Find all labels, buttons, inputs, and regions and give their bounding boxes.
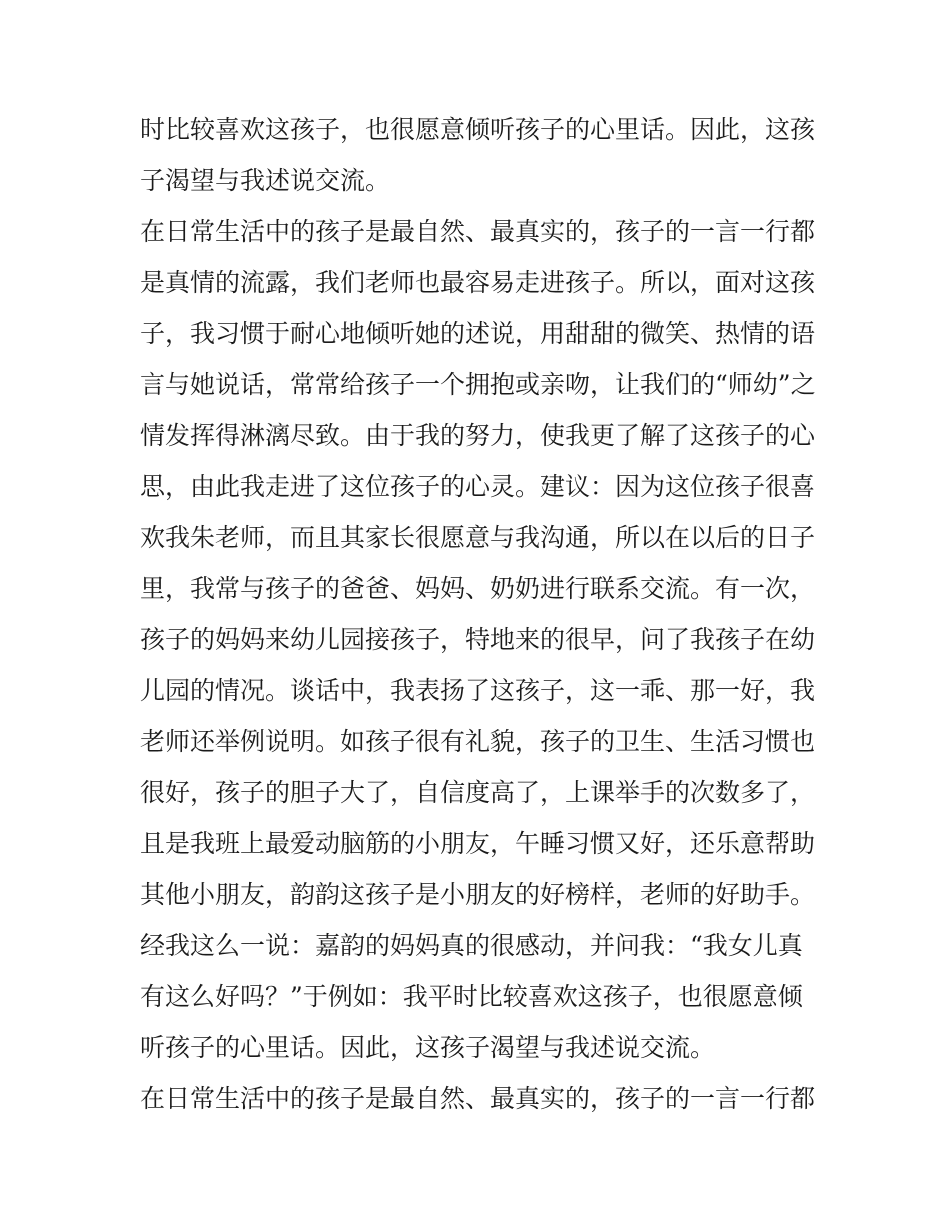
text-line: 经我这么一说：嘉韵的妈妈真的很感动，并问我：“我女儿真 <box>140 931 803 960</box>
text-line: 儿园的情况。谈话中，我表扬了这孩子，这一乖、那一好，我 <box>140 676 816 705</box>
body-text <box>140 104 820 1124</box>
text-line: 其他小朋友，韵韵这孩子是小朋友的好榜样，老师的好助手。 <box>140 880 816 909</box>
text-line: 在日常生活中的孩子是最自然、最真实的，孩子的一言一行都 <box>140 1084 816 1113</box>
text-line: 子渴望与我述说交流。 <box>140 166 391 195</box>
text-line: 听孩子的心里话。因此，这孩子渴望与我述说交流。 <box>140 1033 716 1062</box>
text-line: 在日常生活中的孩子是最自然、最真实的，孩子的一言一行都 <box>140 217 816 246</box>
text-line: 是真情的流露，我们老师也最容易走进孩子。所以，面对这孩 <box>140 268 816 297</box>
text-line: 孩子的妈妈来幼儿园接孩子，特地来的很早，问了我孩子在幼 <box>140 625 816 654</box>
text-line: 情发挥得淋漓尽致。由于我的努力，使我更了解了这孩子的心 <box>140 421 816 450</box>
text-line: 老师还举例说明。如孩子很有礼貌，孩子的卫生、生活习惯也 <box>140 727 816 756</box>
text-line: 有这么好吗？”于例如：我平时比较喜欢这孩子，也很愿意倾 <box>140 982 803 1011</box>
text-line: 欢我朱老师，而且其家长很愿意与我沟通，所以在以后的日子 <box>140 523 816 552</box>
text-line: 言与她说话，常常给孩子一个拥抱或亲吻，让我们的“师幼”之 <box>140 370 816 399</box>
text-line: 且是我班上最爱动脑筋的小朋友，午睡习惯又好，还乐意帮助 <box>140 829 816 858</box>
text-line: 子，我习惯于耐心地倾听她的述说，用甜甜的微笑、热情的语 <box>140 319 816 348</box>
text-line: 很好，孩子的胆子大了，自信度高了，上课举手的次数多了， <box>140 778 816 807</box>
text-line: 时比较喜欢这孩子，也很愿意倾听孩子的心里话。因此，这孩 <box>140 115 816 144</box>
text-line: 里，我常与孩子的爸爸、妈妈、奶奶进行联系交流。有一次， <box>140 574 816 603</box>
text-line: 思，由此我走进了这位孩子的心灵。建议：因为这位孩子很喜 <box>140 472 816 501</box>
